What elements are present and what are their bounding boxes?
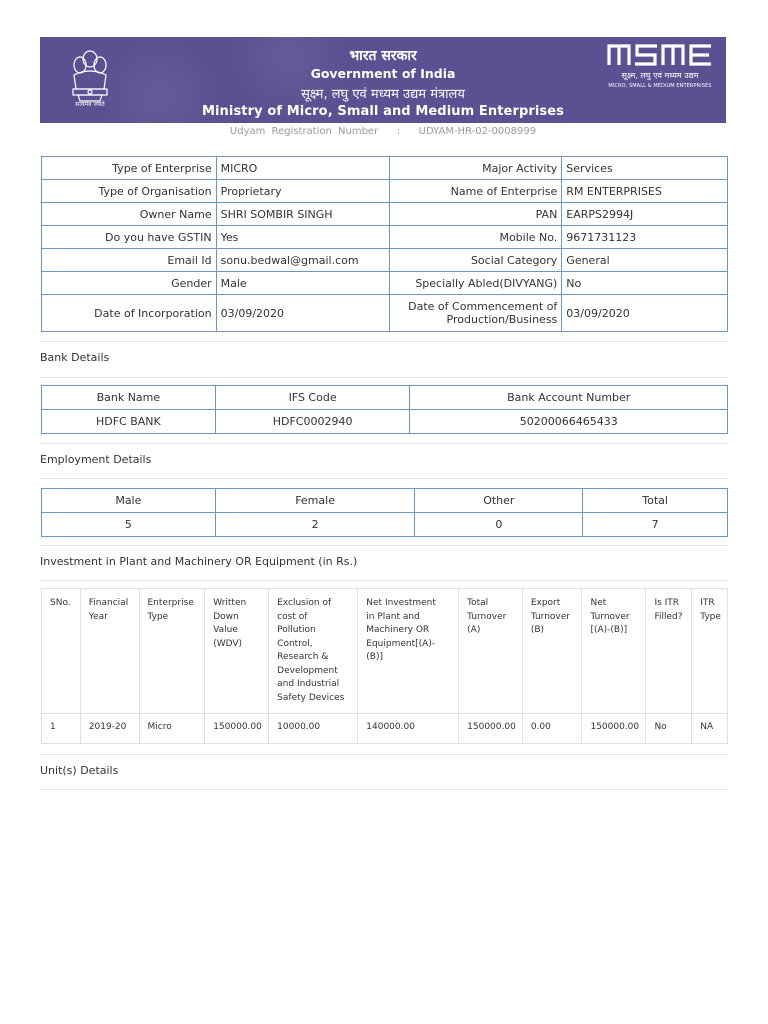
units-details-title: Unit(s) Details [40, 764, 119, 777]
header-bank-name: Bank Name [42, 386, 216, 410]
value-other: 0 [415, 513, 583, 537]
investment-title: Investment in Plant and Machinery OR Equipment (in Rs.) [40, 555, 358, 568]
value-ifs-code: HDFC0002940 [215, 410, 410, 434]
label-email: Email Id [42, 249, 217, 272]
divider [40, 580, 728, 581]
header-financial-year: Financial Year [80, 589, 139, 714]
table-row [42, 249, 728, 272]
divider [40, 341, 728, 342]
government-title: Government of India [310, 66, 456, 81]
label-gender: Gender [42, 272, 217, 295]
table-row [42, 157, 728, 180]
value-pan: EARPS2994J [562, 203, 728, 226]
ministry-hindi-title: सूक्ष्म, लघु एवं मध्यम उद्यम मंत्रालय [301, 87, 465, 102]
label-specially-abled: Specially Abled(DIVYANG) [389, 272, 562, 295]
value-gstin: Yes [216, 226, 389, 249]
investment-table [41, 588, 728, 744]
header-exclusion: Exclusion of cost of Pollution Control, Research & Development and Industrial Safety Devices [269, 589, 358, 714]
cell-enterprise-type: Micro [139, 714, 205, 744]
msme-hindi-text: सूक्ष्म, लघु एवं मध्यम उद्यम [621, 71, 699, 80]
table-row [42, 410, 728, 434]
header-wdv: Written Down Value (WDV) [205, 589, 269, 714]
cell-export-turnover: 0.00 [522, 714, 582, 744]
value-name-of-enterprise: RM ENTERPRISES [562, 180, 728, 203]
divider [40, 377, 728, 378]
cell-net-turnover: 150000.00 [582, 714, 646, 744]
value-date-of-commencement: 03/09/2020 [562, 295, 728, 332]
value-gender: Male [216, 272, 389, 295]
value-account-number: 50200066465433 [410, 410, 728, 434]
header-total: Total [583, 489, 728, 513]
value-type-of-enterprise: MICRO [216, 157, 389, 180]
table-row [42, 714, 728, 744]
divider [40, 754, 728, 755]
udyam-registration-row [40, 126, 726, 137]
value-male: 5 [42, 513, 216, 537]
table-header-row [42, 589, 728, 714]
header-total-turnover: Total Turnover (A) [459, 589, 523, 714]
label-date-of-incorporation: Date of Incorporation [42, 295, 217, 332]
ministry-title: Ministry of Micro, Small and Medium Enterprises [201, 104, 565, 119]
divider [40, 443, 728, 444]
value-major-activity: Services [562, 157, 728, 180]
value-social-category: General [562, 249, 728, 272]
label-date-of-commencement [389, 295, 562, 332]
header-account-number: Bank Account Number [410, 386, 728, 410]
label-pan: PAN [389, 203, 562, 226]
label-type-of-enterprise: Type of Enterprise [42, 157, 217, 180]
divider [40, 545, 728, 546]
cell-itr-type: NA [692, 714, 728, 744]
header-enterprise-type: Enterprise Type [139, 589, 205, 714]
header-itr-type: ITR Type [692, 589, 728, 714]
table-row [42, 226, 728, 249]
header-export-turnover: Export Turnover (B) [522, 589, 582, 714]
divider [40, 789, 728, 790]
value-bank-name: HDFC BANK [42, 410, 216, 434]
employment-details-table [41, 488, 728, 537]
cell-itr-filled: No [646, 714, 692, 744]
value-type-of-organisation: Proprietary [216, 180, 389, 203]
registration-label: Udyam Registration Number [229, 126, 379, 137]
label-social-category: Social Category [389, 249, 562, 272]
header-net-investment: Net Investment in Plant and Machinery OR Equipment[(A)- (B)] [358, 589, 459, 714]
bank-details-title: Bank Details [40, 351, 110, 364]
value-owner-name: SHRI SOMBIR SINGH [216, 203, 389, 226]
msme-logo-icon [607, 43, 715, 67]
label-owner-name: Owner Name [42, 203, 217, 226]
label-gstin: Do you have GSTIN [42, 226, 217, 249]
cell-total-turnover: 150000.00 [459, 714, 523, 744]
government-hindi-title: भारत सरकार [349, 48, 417, 64]
registration-separator: : [396, 126, 401, 137]
cell-net-investment: 140000.00 [358, 714, 459, 744]
label-type-of-organisation: Type of Organisation [42, 180, 217, 203]
header-net-turnover: Net Turnover [(A)-(B)] [582, 589, 646, 714]
udyam-certificate-page [40, 37, 728, 777]
label-mobile: Mobile No. [389, 226, 562, 249]
table-header-row [42, 489, 728, 513]
header-other: Other [415, 489, 583, 513]
cell-wdv: 150000.00 [205, 714, 269, 744]
label-commencement-line2: Production/Business [446, 313, 558, 326]
employment-details-title: Employment Details [40, 453, 152, 466]
table-row [42, 513, 728, 537]
value-total: 7 [583, 513, 728, 537]
value-specially-abled: No [562, 272, 728, 295]
cell-exclusion: 10000.00 [269, 714, 358, 744]
label-name-of-enterprise: Name of Enterprise [389, 180, 562, 203]
table-header-row [42, 386, 728, 410]
cell-financial-year: 2019-20 [80, 714, 139, 744]
value-date-of-incorporation: 03/09/2020 [216, 295, 389, 332]
msme-english-text: MICRO, SMALL & MEDIUM ENTERPRISES [608, 83, 712, 89]
header-ifs-code: IFS Code [215, 386, 410, 410]
table-row [42, 180, 728, 203]
label-commencement-line1: Date of Commencement of [408, 300, 558, 313]
header-itr-filled: Is ITR Filled? [646, 589, 692, 714]
header-sno: SNo. [42, 589, 81, 714]
table-row [42, 295, 728, 332]
enterprise-details-table [41, 156, 728, 332]
label-major-activity: Major Activity [389, 157, 562, 180]
header-banner [40, 37, 726, 123]
table-row [42, 272, 728, 295]
divider [40, 478, 728, 479]
value-mobile: 9671731123 [562, 226, 728, 249]
bank-details-table [41, 385, 728, 434]
table-row [42, 203, 728, 226]
cell-sno: 1 [42, 714, 81, 744]
value-female: 2 [215, 513, 415, 537]
header-female: Female [215, 489, 415, 513]
emblem-caption: सत्यमेव जयते [75, 101, 105, 108]
value-email: sonu.bedwal@gmail.com [216, 249, 389, 272]
header-male: Male [42, 489, 216, 513]
registration-number: UDYAM-HR-02-0008999 [418, 126, 537, 137]
